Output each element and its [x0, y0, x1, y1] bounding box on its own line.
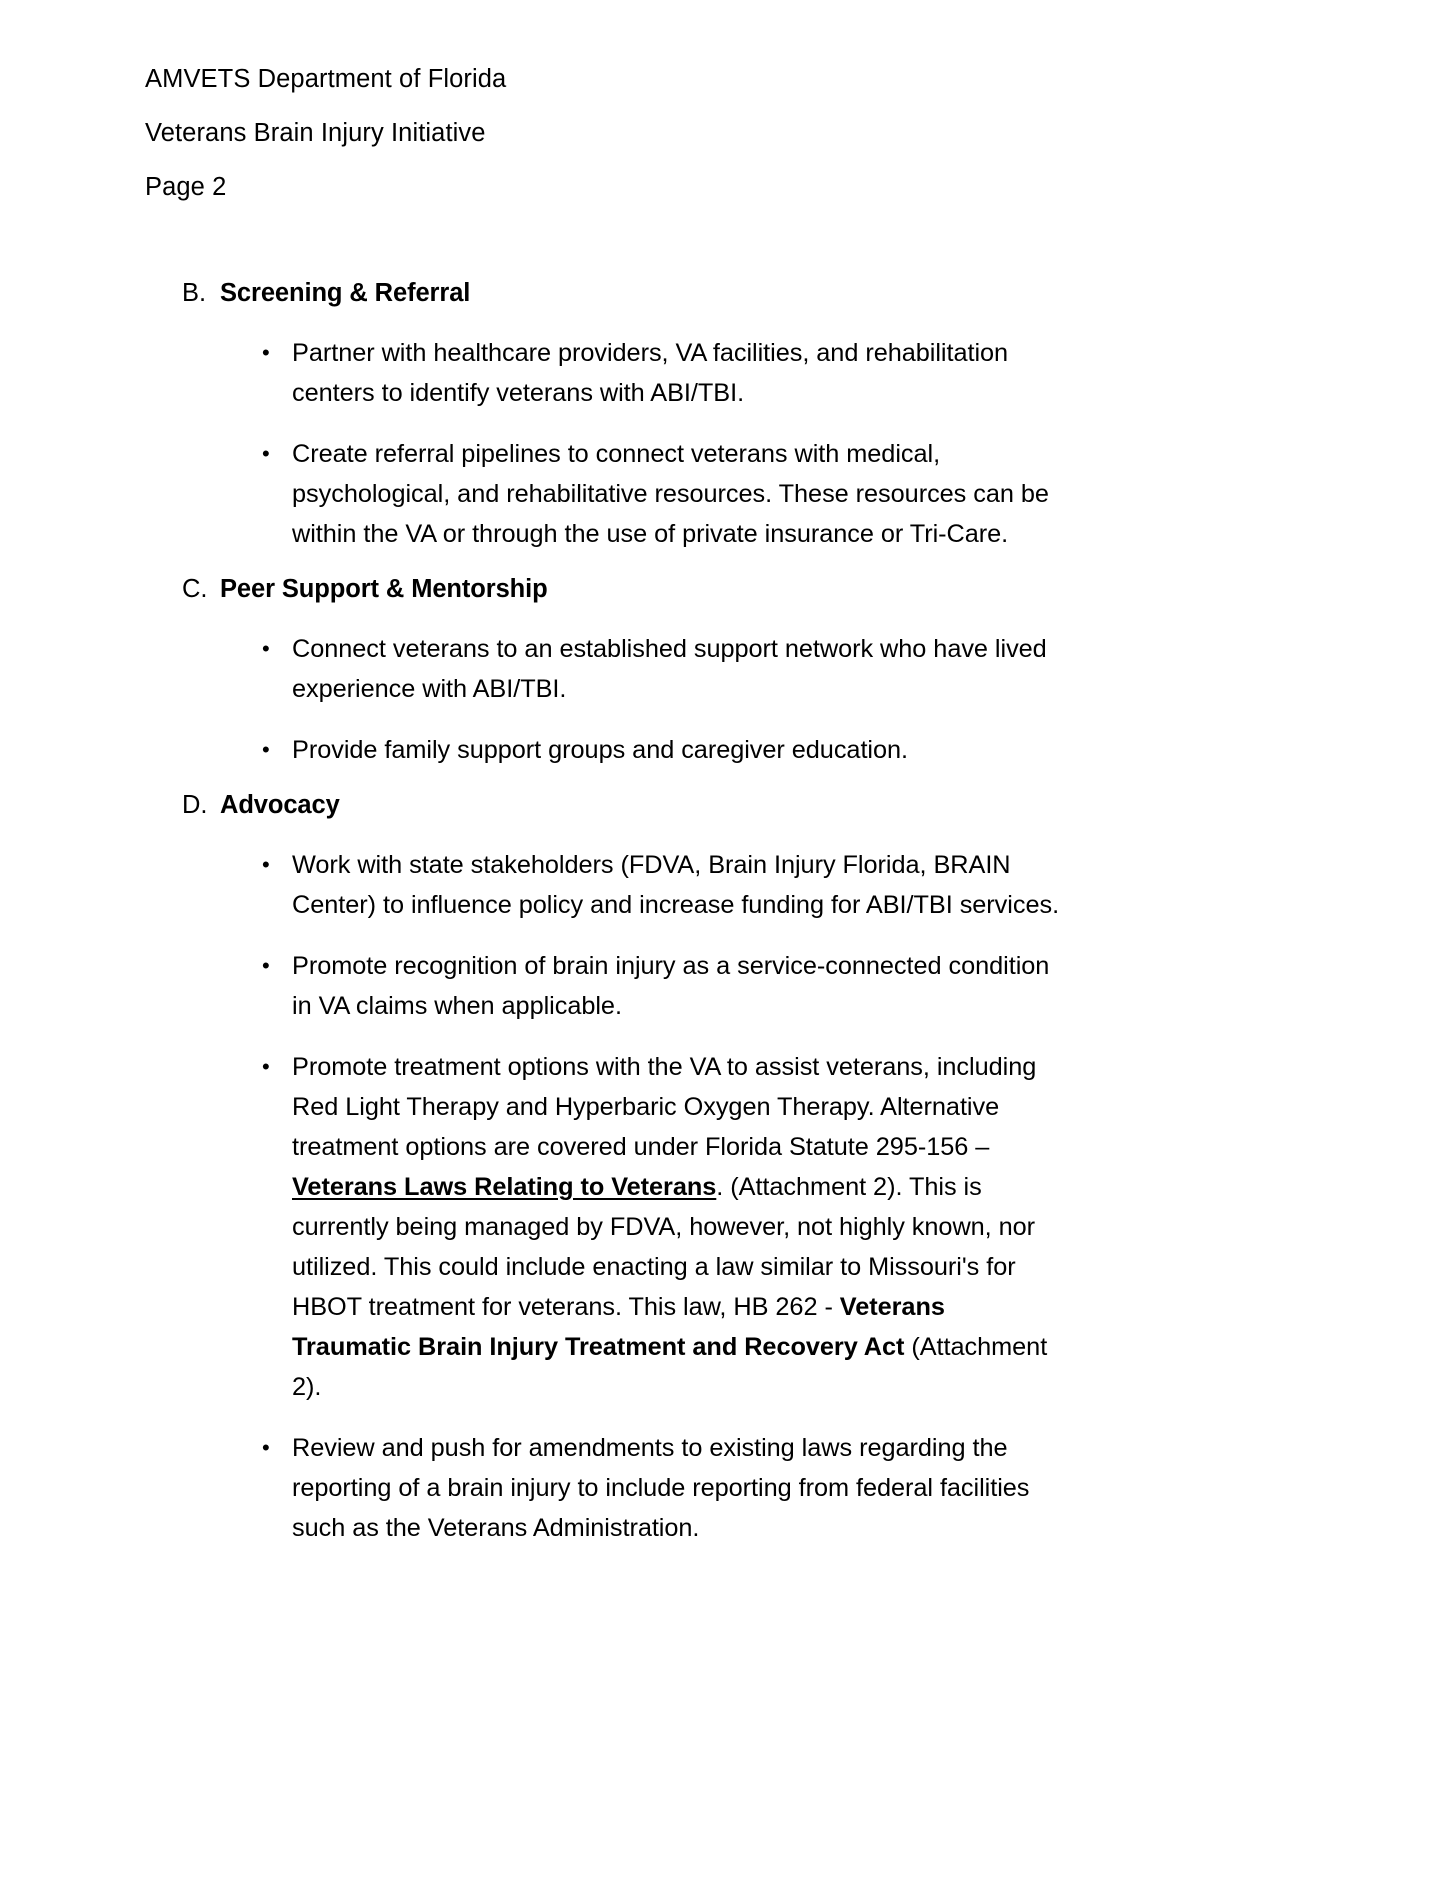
bullet-list-b	[145, 333, 1306, 554]
bullet-icon: •	[262, 852, 270, 877]
bullet-icon: •	[262, 1435, 270, 1460]
bullet-text: Work with state stakeholders (FDVA, Brain Injury Florida, BRAIN Center) to influence policy and increase funding for ABI/TBI services.	[292, 851, 1060, 919]
bullet-icon: •	[262, 340, 270, 365]
section-gap	[145, 554, 1306, 570]
bullet-text: Promote recognition of brain injury as a service-connected condition in VA claims when applicable.	[292, 952, 1050, 1020]
section-peer-support-mentorship	[145, 570, 1306, 770]
list-item	[257, 629, 1062, 709]
header-line-organization: AMVETS Department of Florida	[145, 65, 507, 93]
header-spacer	[145, 214, 1306, 274]
section-title-d: Advocacy	[220, 791, 340, 819]
section-heading-d	[182, 786, 1306, 824]
section-letter-b: B.	[182, 279, 207, 307]
bullet-text: Connect veterans to an established support network who have lived experience with ABI/TBI.	[292, 635, 1047, 703]
section-title-c: Peer Support & Mentorship	[220, 575, 548, 603]
bullet-text: Review and push for amendments to existing laws regarding the reporting of a brain injury to include reporting from federal facilities such as the Veterans Administration.	[292, 1434, 1030, 1542]
bullet-text-rich	[292, 1047, 1062, 1407]
section-gap	[145, 770, 1306, 786]
list-item	[257, 946, 1062, 1026]
bullet-icon: •	[262, 953, 270, 978]
section-letter-d: D.	[182, 791, 208, 819]
rich-part-3: (Attachment 2).	[292, 1333, 1048, 1401]
bullet-text: Provide family support groups and caregiver education.	[292, 736, 909, 764]
section-advocacy	[145, 786, 1306, 1548]
header-line-initiative: Veterans Brain Injury Initiative	[145, 119, 486, 147]
statute-name-emphasis: Veterans Laws Relating to Veterans	[292, 1173, 717, 1201]
section-heading-c	[182, 570, 1306, 608]
bullet-icon: •	[262, 1054, 270, 1079]
bullet-icon: •	[262, 441, 270, 466]
section-screening-referral	[145, 274, 1306, 554]
bullet-list-c	[145, 629, 1306, 770]
section-letter-c: C.	[182, 575, 208, 603]
list-item	[257, 333, 1062, 413]
section-title-b: Screening & Referral	[220, 279, 471, 307]
bullet-text: Create referral pipelines to connect veterans with medical, psychological, and rehabilitative resources. These resources can be within the VA or through the use of private insurance or Tri-Care.	[292, 440, 1049, 548]
list-item	[257, 730, 1062, 770]
list-item	[257, 845, 1062, 925]
section-heading-b	[182, 274, 1306, 312]
bullet-text: Partner with healthcare providers, VA facilities, and rehabilitation centers to identify veterans with ABI/TBI.	[292, 339, 1009, 407]
header-line-page-number: Page 2	[145, 173, 227, 201]
bullet-icon: •	[262, 636, 270, 661]
rich-part-2: . (Attachment 2). This is currently being managed by FDVA, however, not highly known, nor utilized. This could include enacting a law similar to Missouri's for HBOT treatment for veterans. This law, HB 262 -	[292, 1173, 1036, 1321]
list-item	[257, 434, 1062, 554]
bullet-list-d	[145, 845, 1306, 1548]
bullet-icon: •	[262, 737, 270, 762]
rich-part-1: Promote treatment options with the VA to assist veterans, including Red Light Therapy and Hyperbaric Oxygen Therapy. Alternative treatment options are covered under Florida Statute 295-156 –	[292, 1053, 1037, 1161]
list-item	[257, 1047, 1062, 1407]
list-item	[257, 1428, 1062, 1548]
document-header	[145, 52, 1306, 214]
act-name-emphasis: Veterans Traumatic Brain Injury Treatment and Recovery Act	[292, 1293, 945, 1361]
